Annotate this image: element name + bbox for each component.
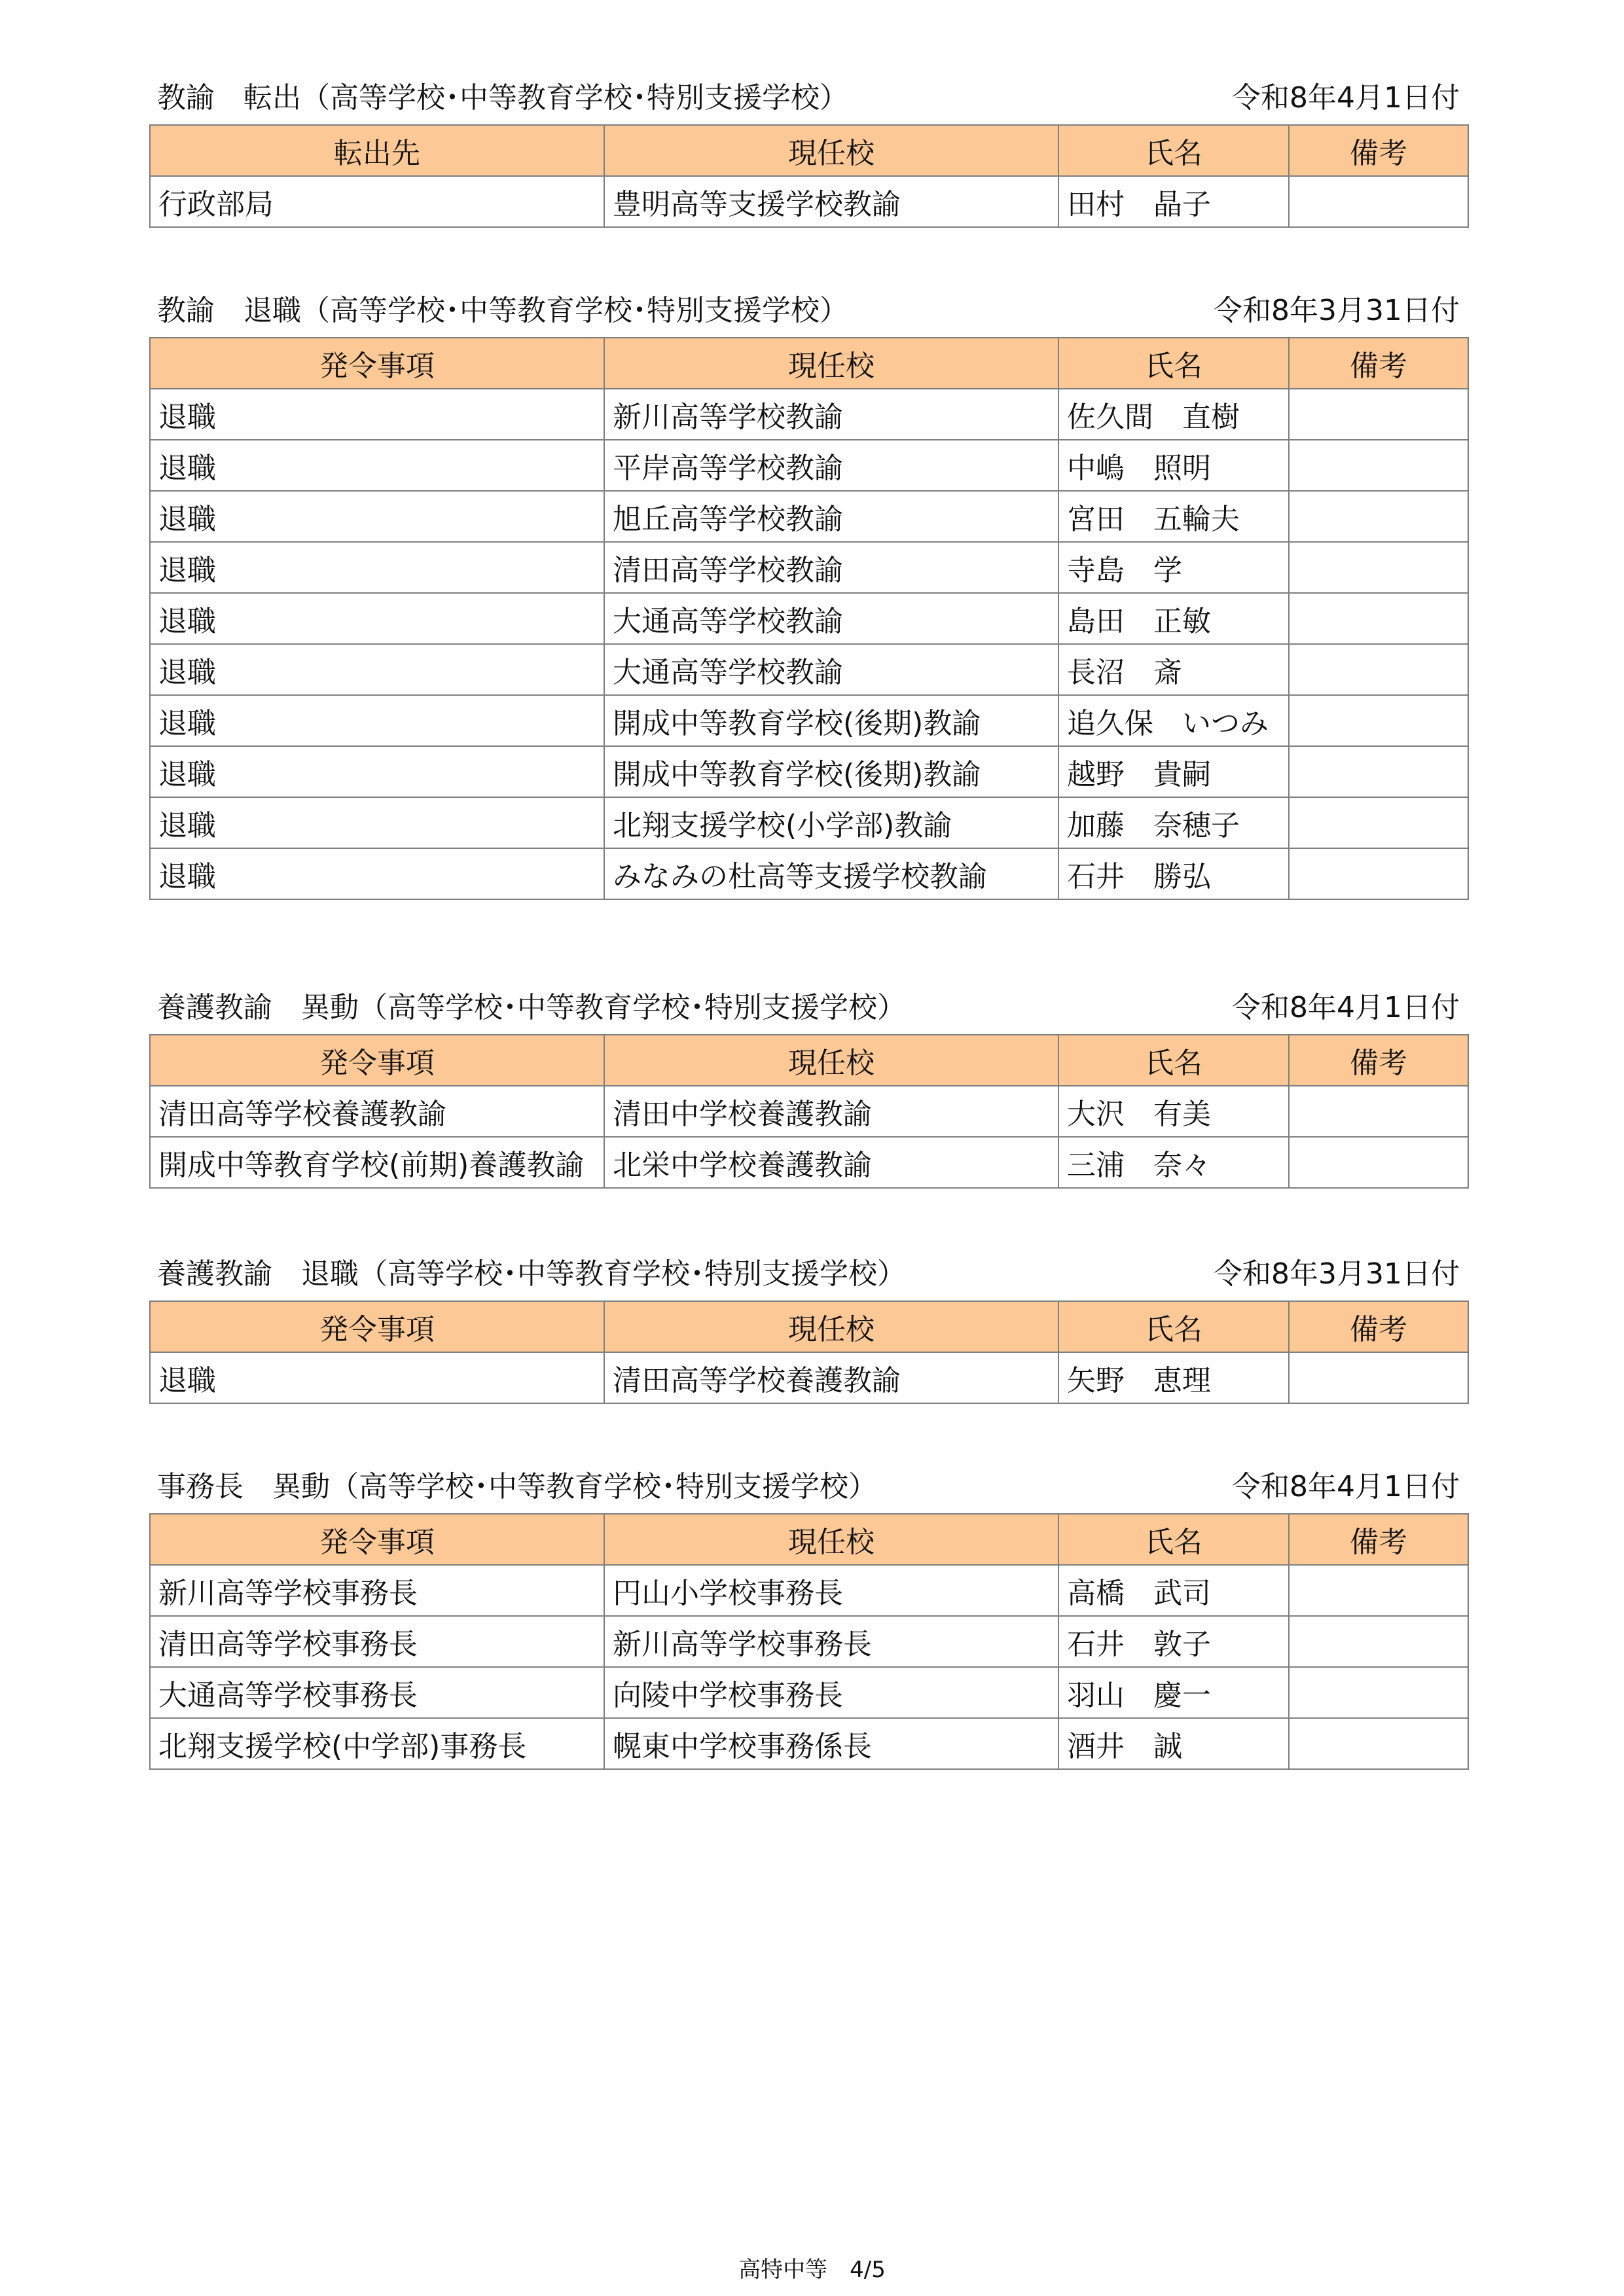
section-date: 令和8年4月1日付 (1232, 1470, 1460, 1503)
table-row (150, 797, 1468, 848)
table-cell (1289, 695, 1468, 746)
section-header (149, 285, 1468, 337)
table-cell (1289, 1137, 1468, 1188)
table-cell: 退職 (150, 593, 604, 644)
table-header-row (150, 1514, 1468, 1565)
table-cell: 大沢 有美 (1058, 1086, 1289, 1137)
table-cell: 高橋 武司 (1058, 1565, 1289, 1616)
table-cell: 越野 貴嗣 (1058, 746, 1289, 797)
page-footer: 高特中等 4/5 (738, 2257, 886, 2283)
section-title: 事務長 異動（高等学校･中等教育学校･特別支援学校） (157, 1470, 877, 1503)
table-cell: 北翔支援学校(中学部)事務長 (150, 1718, 604, 1769)
table-row (150, 848, 1468, 899)
table-cell (1289, 1086, 1468, 1137)
table-cell (1289, 593, 1468, 644)
table-cell: 開成中等教育学校(前期)養護教諭 (150, 1137, 604, 1188)
table-cell: 幌東中学校事務係長 (604, 1718, 1058, 1769)
table-cell: 中嶋 照明 (1058, 440, 1289, 491)
table-cell: 退職 (150, 389, 604, 440)
personnel-table (149, 337, 1469, 900)
table-row (150, 695, 1468, 746)
section-header (149, 72, 1468, 124)
table-cell (1289, 644, 1468, 695)
table-cell (1289, 176, 1468, 227)
personnel-section (149, 982, 1468, 1189)
column-header: 現任校 (604, 1035, 1058, 1086)
table-cell: 平岸高等学校教諭 (604, 440, 1058, 491)
column-header: 発令事項 (150, 1035, 604, 1086)
section-date: 令和8年4月1日付 (1232, 991, 1460, 1024)
table-cell: 退職 (150, 440, 604, 491)
table-cell: 向陵中学校事務長 (604, 1667, 1058, 1718)
personnel-table (149, 1034, 1469, 1189)
table-cell: 退職 (150, 797, 604, 848)
personnel-section (149, 72, 1468, 228)
table-row (150, 1718, 1468, 1769)
column-header: 現任校 (604, 338, 1058, 389)
table-row (150, 1667, 1468, 1718)
column-header: 備考 (1289, 338, 1468, 389)
section-header (149, 1248, 1468, 1300)
section-header (149, 982, 1468, 1034)
table-cell: 羽山 慶一 (1058, 1667, 1289, 1718)
column-header: 氏名 (1058, 1514, 1289, 1565)
table-cell: 新川高等学校教諭 (604, 389, 1058, 440)
table-cell: 北栄中学校養護教諭 (604, 1137, 1058, 1188)
column-header: 備考 (1289, 1514, 1468, 1565)
personnel-table (149, 1300, 1469, 1404)
table-cell: 追久保 いつみ (1058, 695, 1289, 746)
table-cell: 清田高等学校養護教諭 (150, 1086, 604, 1137)
personnel-section (149, 1248, 1468, 1404)
table-cell: 清田高等学校養護教諭 (604, 1352, 1058, 1403)
table-cell: 円山小学校事務長 (604, 1565, 1058, 1616)
table-cell (1289, 1616, 1468, 1667)
section-date: 令和8年3月31日付 (1214, 1257, 1460, 1291)
column-header: 氏名 (1058, 1301, 1289, 1352)
table-cell (1289, 797, 1468, 848)
column-header: 転出先 (150, 125, 604, 176)
table-cell: 大通高等学校教諭 (604, 593, 1058, 644)
table-cell: 島田 正敏 (1058, 593, 1289, 644)
table-row (150, 1616, 1468, 1667)
table-cell: 北翔支援学校(小学部)教諭 (604, 797, 1058, 848)
table-row (150, 1352, 1468, 1403)
table-cell (1289, 542, 1468, 593)
column-header: 備考 (1289, 1035, 1468, 1086)
table-row (150, 176, 1468, 227)
personnel-section (149, 285, 1468, 900)
table-cell: 加藤 奈穂子 (1058, 797, 1289, 848)
section-title: 養護教諭 異動（高等学校･中等教育学校･特別支援学校） (157, 991, 906, 1024)
table-cell (1289, 1718, 1468, 1769)
table-row (150, 644, 1468, 695)
section-date: 令和8年3月31日付 (1214, 294, 1460, 327)
table-cell: 退職 (150, 695, 604, 746)
table-cell: 矢野 恵理 (1058, 1352, 1289, 1403)
column-header: 備考 (1289, 125, 1468, 176)
table-cell: 退職 (150, 746, 604, 797)
table-cell: 退職 (150, 644, 604, 695)
table-cell: 石井 勝弘 (1058, 848, 1289, 899)
table-cell (1289, 848, 1468, 899)
column-header: 氏名 (1058, 125, 1289, 176)
table-cell: 長沼 斎 (1058, 644, 1289, 695)
table-header-row (150, 1301, 1468, 1352)
table-cell: 三浦 奈々 (1058, 1137, 1289, 1188)
table-cell: 退職 (150, 1352, 604, 1403)
section-title: 養護教諭 退職（高等学校･中等教育学校･特別支援学校） (157, 1257, 906, 1291)
column-header: 備考 (1289, 1301, 1468, 1352)
table-header-row (150, 1035, 1468, 1086)
table-cell: 退職 (150, 491, 604, 542)
table-row (150, 542, 1468, 593)
table-cell (1289, 440, 1468, 491)
section-date: 令和8年4月1日付 (1232, 81, 1460, 115)
table-cell: 大通高等学校教諭 (604, 644, 1058, 695)
section-header (149, 1461, 1468, 1513)
table-cell (1289, 746, 1468, 797)
table-cell (1289, 1667, 1468, 1718)
table-cell: 清田高等学校教諭 (604, 542, 1058, 593)
table-row (150, 593, 1468, 644)
table-cell: 清田中学校養護教諭 (604, 1086, 1058, 1137)
section-title: 教諭 転出（高等学校･中等教育学校･特別支援学校） (157, 81, 848, 115)
table-cell: 酒井 誠 (1058, 1718, 1289, 1769)
table-cell: 開成中等教育学校(後期)教諭 (604, 695, 1058, 746)
table-cell: 旭丘高等学校教諭 (604, 491, 1058, 542)
column-header: 発令事項 (150, 338, 604, 389)
table-cell: 田村 晶子 (1058, 176, 1289, 227)
table-row (150, 389, 1468, 440)
table-header-row (150, 125, 1468, 176)
table-cell (1289, 1352, 1468, 1403)
personnel-section (149, 1461, 1468, 1770)
table-cell: 豊明高等支援学校教諭 (604, 176, 1058, 227)
table-cell (1289, 1565, 1468, 1616)
column-header: 現任校 (604, 125, 1058, 176)
table-row (150, 491, 1468, 542)
table-cell (1289, 389, 1468, 440)
column-header: 氏名 (1058, 338, 1289, 389)
table-cell: 新川高等学校事務長 (150, 1565, 604, 1616)
table-cell: 退職 (150, 542, 604, 593)
table-cell: 行政部局 (150, 176, 604, 227)
table-cell: 寺島 学 (1058, 542, 1289, 593)
section-title: 教諭 退職（高等学校･中等教育学校･特別支援学校） (157, 294, 848, 327)
table-cell: 宮田 五輪夫 (1058, 491, 1289, 542)
table-cell: 退職 (150, 848, 604, 899)
personnel-table (149, 124, 1469, 228)
table-cell: みなみの杜高等支援学校教諭 (604, 848, 1058, 899)
table-cell: 大通高等学校事務長 (150, 1667, 604, 1718)
column-header: 氏名 (1058, 1035, 1289, 1086)
table-row (150, 440, 1468, 491)
table-cell: 石井 敦子 (1058, 1616, 1289, 1667)
table-row (150, 746, 1468, 797)
column-header: 発令事項 (150, 1514, 604, 1565)
table-row (150, 1137, 1468, 1188)
table-cell: 清田高等学校事務長 (150, 1616, 604, 1667)
table-cell: 開成中等教育学校(後期)教諭 (604, 746, 1058, 797)
table-row (150, 1565, 1468, 1616)
column-header: 現任校 (604, 1514, 1058, 1565)
table-header-row (150, 338, 1468, 389)
table-cell: 新川高等学校事務長 (604, 1616, 1058, 1667)
table-cell (1289, 491, 1468, 542)
column-header: 現任校 (604, 1301, 1058, 1352)
column-header: 発令事項 (150, 1301, 604, 1352)
table-cell: 佐久間 直樹 (1058, 389, 1289, 440)
personnel-table (149, 1513, 1469, 1770)
table-row (150, 1086, 1468, 1137)
